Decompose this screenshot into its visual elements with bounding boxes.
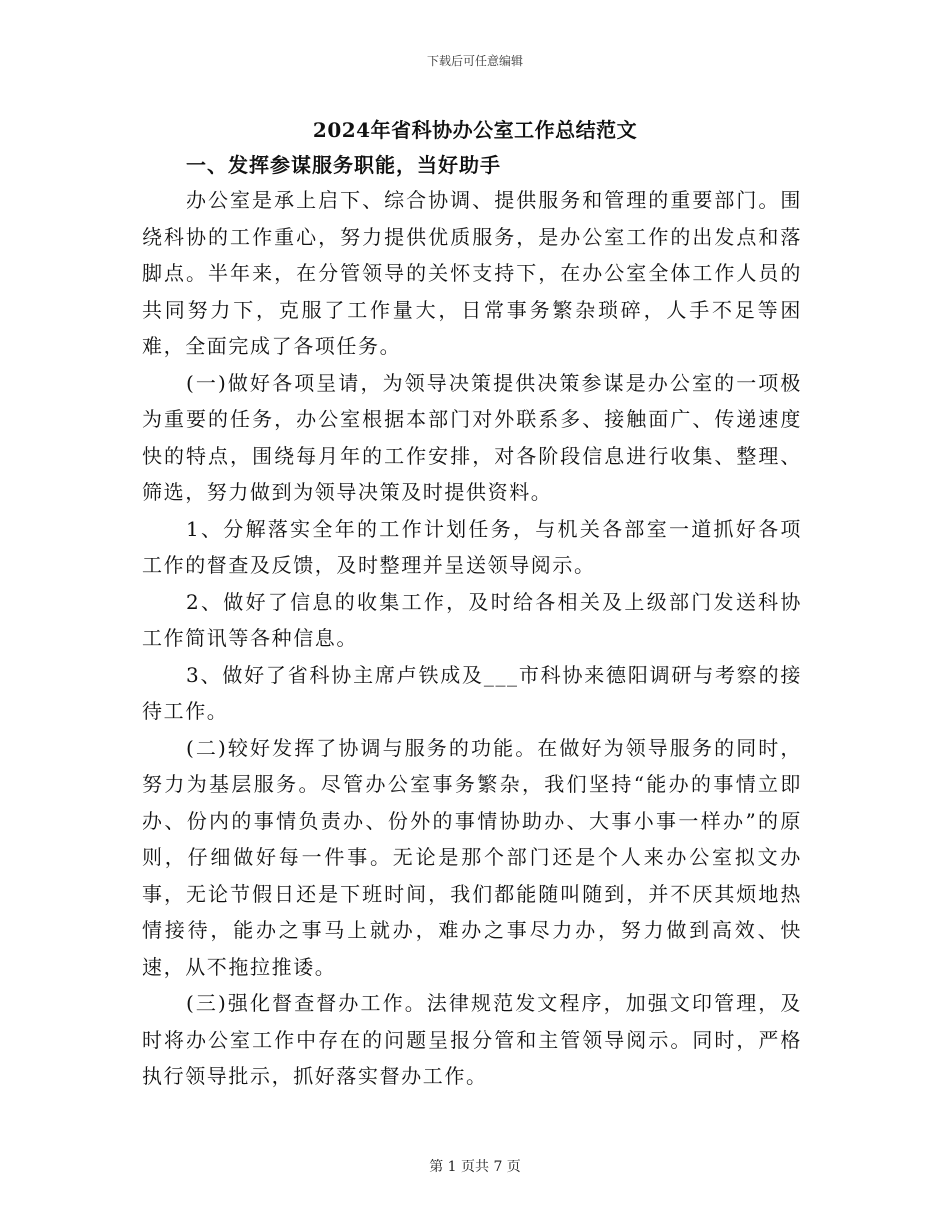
paragraph-1: 办公室是承上启下、综合协调、提供服务和管理的重要部门。围绕科协的工作重心，努力提供优质服务，是办公室工作的出发点和落脚点。半年来，在分管领导的关怀支持下，在办公室全体工作人员的共同努力下，克服了工作量大，日常事务繁杂琐碎，人手不足等困难，全面完成了各项任务。 — [142, 188, 802, 358]
paragraph-5: 3、做好了省科协主席卢铁成及___市科协来德阳调研与考察的接待工作。 — [142, 662, 802, 723]
header-note: 下载后可任意编辑 — [426, 54, 523, 68]
page-number: 第 1 页共 7 页 — [429, 1159, 521, 1175]
document-body — [142, 148, 802, 1095]
paragraph-3: 1、分解落实全年的工作计划任务，与机关各部室一道抓好各项工作的督查及反馈，及时整理并呈送领导阅示。 — [142, 516, 802, 577]
paragraph-2: (一)做好各项呈请，为领导决策提供决策参谋是办公室的一项极为重要的任务，办公室根据本部门对外联系多、接触面广、传递速度快的特点，围绕每月年的工作安排，对各阶段信息进行收集、整理、筛选，努力做到为领导决策及时提供资料。 — [142, 370, 802, 504]
paragraph-6: (二)较好发挥了协调与服务的功能。在做好为领导服务的同时，努力为基层服务。尽管办公室事务繁杂，我们坚持“能办的事情立即办、份内的事情负责办、份外的事情协助办、大事小事一样办”的原则，仔细做好每一件事。无论是那个部门还是个人来办公室拟文办事，无论节假日还是下班时间，我们都能随叫随到，并不厌其烦地热情接待，能办之事马上就办，难办之事尽力办，努力做到高效、快速，从不拖拉推诿。 — [142, 735, 802, 979]
paragraph-7: (三)强化督查督办工作。法律规范发文程序，加强文印管理，及时将办公室工作中存在的问题呈报分管和主管领导阅示。同时，严格执行领导批示，抓好落实督办工作。 — [142, 991, 802, 1088]
paragraph-4: 2、做好了信息的收集工作，及时给各相关及上级部门发送科协工作简讯等各种信息。 — [142, 589, 802, 650]
document-title: 2024年省科协办公室工作总结范文 — [312, 118, 638, 142]
section-heading: 一、发挥参谋服务职能，当好助手 — [186, 153, 501, 177]
